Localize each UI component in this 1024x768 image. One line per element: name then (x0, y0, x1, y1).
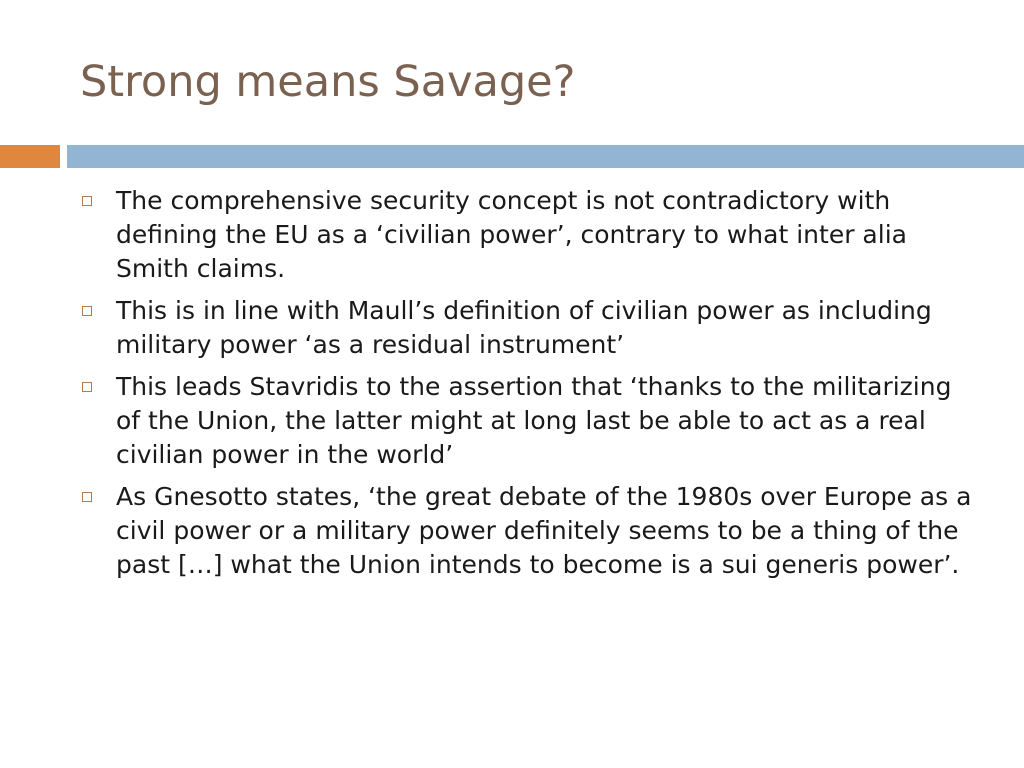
bullet-text: As Gnesotto states, ‘the great debate of the 1980s over Europe as a civil power or a military power definitely seems to be a thing of the past […] what the Union intends to become is a sui generis power’. (116, 482, 972, 579)
hollow-square-bullet-icon (82, 492, 92, 502)
bullet-item (80, 184, 980, 286)
bullet-text: The comprehensive security concept is not contradictory with defining the EU as a ‘civilian power’, contrary to what inter alia Smith claims. (116, 186, 907, 283)
slide-title: Strong means Savage? (80, 57, 576, 107)
bullet-text: This is in line with Maull’s definition of civilian power as including military power ‘as a residual instrument’ (116, 296, 932, 359)
accent-bar-orange (0, 145, 60, 168)
hollow-square-bullet-icon (82, 196, 92, 206)
bullet-item (80, 370, 980, 472)
bullet-text: This leads Stavridis to the assertion that ‘thanks to the militarizing of the Union, the latter might at long last be able to act as a real civilian power in the world’ (116, 372, 952, 469)
bullet-item (80, 294, 980, 362)
hollow-square-bullet-icon (82, 382, 92, 392)
accent-bar-blue (67, 145, 1024, 168)
bullet-item (80, 480, 980, 582)
bullet-list (80, 184, 980, 590)
hollow-square-bullet-icon (82, 306, 92, 316)
